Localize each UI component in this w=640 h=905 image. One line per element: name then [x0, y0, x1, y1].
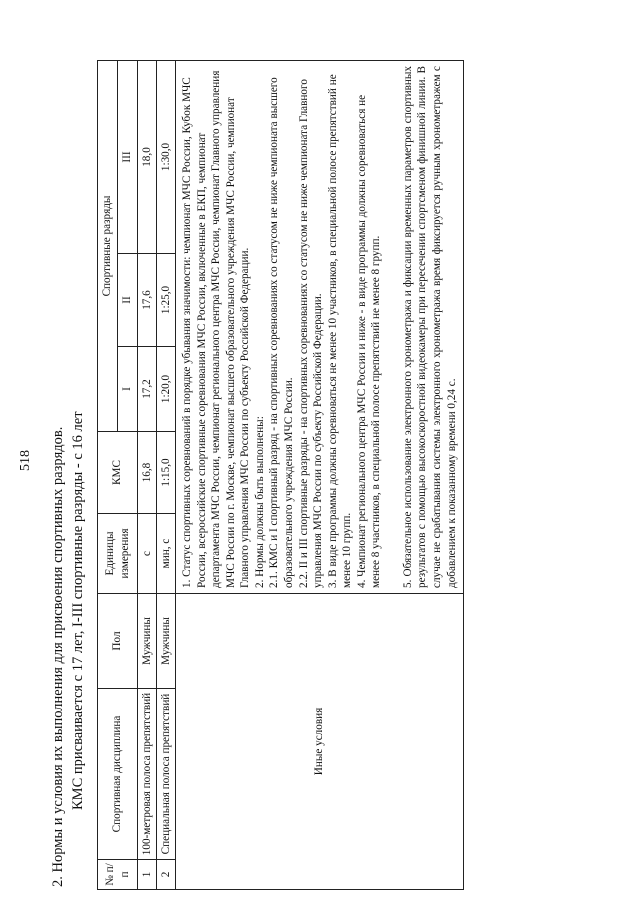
header-discipline: Спортивная дисциплина — [98, 689, 138, 860]
row-units: мин, с — [157, 514, 176, 594]
row-number: 2 — [157, 860, 176, 890]
header-units: Единицы измерения — [98, 514, 138, 594]
page-number: 518 — [18, 450, 33, 471]
row-units: с — [138, 514, 157, 594]
header-rank-3: III — [118, 60, 138, 253]
header-kms: КМС — [98, 432, 138, 514]
table-header-row — [98, 60, 118, 889]
row-sex: Мужчины — [157, 594, 176, 689]
row-discipline: 100-метровая полоса препятствий — [138, 689, 157, 860]
condition-item: 5. Обязательное использование электронного хронометража и фиксации временных параметров спортивных результатов с помощью высокоскоростной видеокамеры при пересечении спортсменом финишной линии. В случае не срабатывания системы электронного хронометража время фиксируется ручным хронометражем с добавлением к показанному времени 0,24 с. — [401, 65, 458, 588]
header-rank-1: I — [118, 347, 138, 432]
row-kms: 16,8 — [138, 432, 157, 514]
condition-item: 2.1. КМС и I спортивный разряд - на спортивных соревнованиях со статусом не ниже чемпионата высшего образовательного учреждения МЧС России. — [268, 77, 295, 588]
standards-table — [97, 60, 464, 890]
header-sex: Пол — [98, 594, 138, 689]
table-row — [138, 60, 157, 889]
condition-item: 2. Нормы должны быть выполнены: — [253, 416, 266, 588]
row-rank-1: 17,2 — [138, 347, 157, 432]
row-number: 1 — [138, 860, 157, 890]
section-title: 2. Нормы и условия их выполнения для присвоения спортивных разрядов. — [50, 426, 66, 887]
condition-item: 2.2. II и III спортивные разряды - на спортивных соревнованиях со статусом не ниже чемпионата Главного управления МЧС России по субъекту Российской Федерации. — [297, 79, 325, 588]
row-kms: 1:15,0 — [157, 432, 176, 514]
header-sport-ranks: Спортивные разряды — [98, 60, 118, 431]
condition-item: 1. Статус спортивных соревнований в порядке убывания значимости: чемпионат МЧС России, Кубок МЧС России, всероссийские спортивные соревнования МЧС России, включенные в ЕКП, чемпионат департамента МЧС России, чемпионат регионального центра МЧС России, чемпионат Главного управления МЧС России по г. Москве, чемпионат высшего образовательного учреждения МЧС России, чемпионат Главного управления МЧС России по субъекту Российской Федерации. — [181, 70, 252, 588]
row-rank-3: 18,0 — [138, 60, 157, 253]
header-number: № п/п — [98, 860, 138, 890]
other-conditions-label: Иные условия — [176, 594, 464, 890]
row-rank-3: 1:30,0 — [157, 60, 176, 253]
table-row — [157, 60, 176, 889]
row-rank-2: 17,6 — [138, 254, 157, 347]
age-requirement-note: КМС присваивается с 17 лет, I-III спортивные разряды - с 16 лет — [70, 411, 86, 810]
other-conditions-text — [176, 60, 464, 593]
row-discipline: Специальная полоса препятствий — [157, 689, 176, 860]
spacer — [384, 66, 401, 588]
header-rank-2: II — [118, 254, 138, 347]
condition-item: 4. Чемпионат регионального центра МЧС России и ниже - в виде программы должны соревноваться не менее 8 участников, в специальной полосе препятствий не менее 8 групп. — [355, 94, 383, 588]
row-rank-1: 1:20,0 — [157, 347, 176, 432]
other-conditions-row — [176, 60, 464, 889]
row-sex: Мужчины — [138, 594, 157, 689]
row-rank-2: 1:25,0 — [157, 254, 176, 347]
condition-item: 3. В виде программы должны соревноваться не менее 10 участников, в специальной полосе препятствий не менее 10 групп. — [326, 74, 354, 588]
